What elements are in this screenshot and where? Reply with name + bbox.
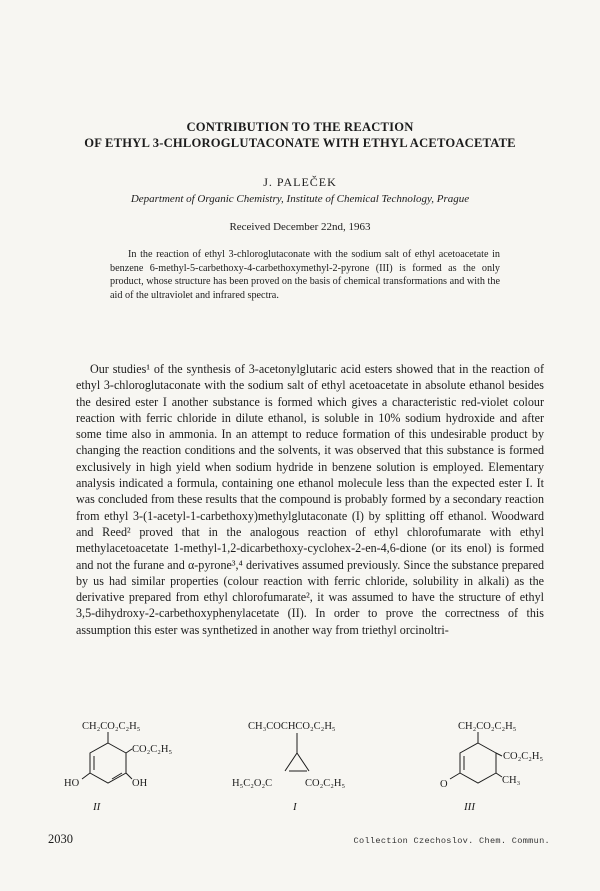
body-paragraph: Our studies¹ of the synthesis of 3-acetonylglutaric acid esters showed that in the reaction of ethyl 3-chloroglutaconate with the sodium salt of ethyl acetoacetate in absolute ethanol besides the desired ester I another substance is formed which gives a characteristic red-violet colour reaction with ferric chloride in dilute ethanol, is soluble in 10% sodium hydroxide and after some time also in ammonia. In an attempt to reduce formation of this undesirable product by changing the reaction conditions and the solvents, it was observed that this substance is formed exclusively in high yield when sodium hydride in benzene solution is employed. Elementary analysis indicated a formula, containing one ethanol molecule less than the expected ester I. It was concluded from these results that the compound is probably formed by a secondary reaction from ethyl 3-(1-acetyl-1-carbethoxy)methylglutaconate (I) by splitting off ethanol. Woodward and Reed² proved that in the analogous reaction of ethyl chlorofumarate with ethyl methylacetoacetate 1-methyl-1,2-dicarbethoxy-cyclohex-2-en-4,6-dione (or its enol) is formed and not the furane and α-pyrone³,⁴ derivatives assumed previously. Since the substance prepared by us had similar properties (colour reaction with ferric chloride, solubility in alkali) as the derivative prepared from ethyl chlorofumarate², it was assumed to have the structure of ethyl 3,5-dihydroxy-2-carbethoxyphenylacetate (II). In order to prove the correctness of this assumption this ester was synthetized in another way from triethyl orcinoltri-	[76, 362, 544, 637]
bond	[297, 753, 309, 771]
bond	[450, 773, 460, 779]
structure-I	[232, 721, 345, 813]
page-number: 2030	[48, 832, 73, 846]
bond	[496, 753, 502, 756]
affiliation: Department of Organic Chemistry, Institute of Chemical Technology, Prague	[130, 193, 470, 205]
structure-III-side-substituent: CO₂C₂H₅	[503, 751, 544, 762]
structure-III	[440, 721, 543, 813]
structure-II-left-substituent: HO	[64, 778, 80, 789]
structure-I-left-group: H₅C₂O₂C	[232, 778, 273, 789]
structure-III-top-substituent: CH₂CO₂C₂H₅	[458, 721, 517, 732]
structure-I-label: I	[293, 801, 297, 813]
structure-III-label: III	[464, 801, 475, 813]
structure-II-label: II	[93, 801, 101, 813]
bond	[82, 773, 90, 779]
structure-I-right-group: CO₂C₂H₅	[305, 778, 346, 789]
chemical-structures	[60, 715, 560, 825]
bond	[285, 753, 297, 771]
structure-II-top-substituent: CH₂CO₂C₂H₅	[82, 721, 141, 732]
pyrone-ring	[460, 743, 496, 783]
paper-title-line-1: CONTRIBUTION TO THE REACTION	[186, 120, 414, 134]
structures-svg	[60, 715, 560, 825]
structure-II-side-substituent: CO₂C₂H₅	[132, 744, 173, 755]
structure-II-right-substituent: OH	[132, 778, 148, 789]
benzene-ring	[90, 743, 126, 783]
journal-name: Collection Czechoslov. Chem. Commun.	[353, 836, 550, 846]
structure-II	[64, 721, 172, 813]
structure-I-top-chain: CH₃COCHCO₂C₂H₅	[248, 721, 336, 732]
abstract: In the reaction of ethyl 3-chloroglutaconate with the sodium salt of ethyl acetoacetate in benzene 6-methyl-5-carbethoxy-4-carbethoxymethyl-2-pyrone (III) is formed as the only product, whose structure has been proved on the basis of chemical transformations and with the aid of the ultraviolet and infrared spectra.	[110, 249, 500, 301]
paper-title-line-2: OF ETHYL 3-CHLOROGLUTACONATE WITH ETHYL ACETOACETATE	[84, 136, 516, 150]
received-date: Received December 22nd, 1963	[229, 221, 371, 233]
author: J. PALEČEK	[263, 175, 337, 189]
structure-III-right-substituent: CH₃	[502, 775, 521, 786]
structure-III-carbonyl-oxygen: O	[440, 779, 448, 790]
